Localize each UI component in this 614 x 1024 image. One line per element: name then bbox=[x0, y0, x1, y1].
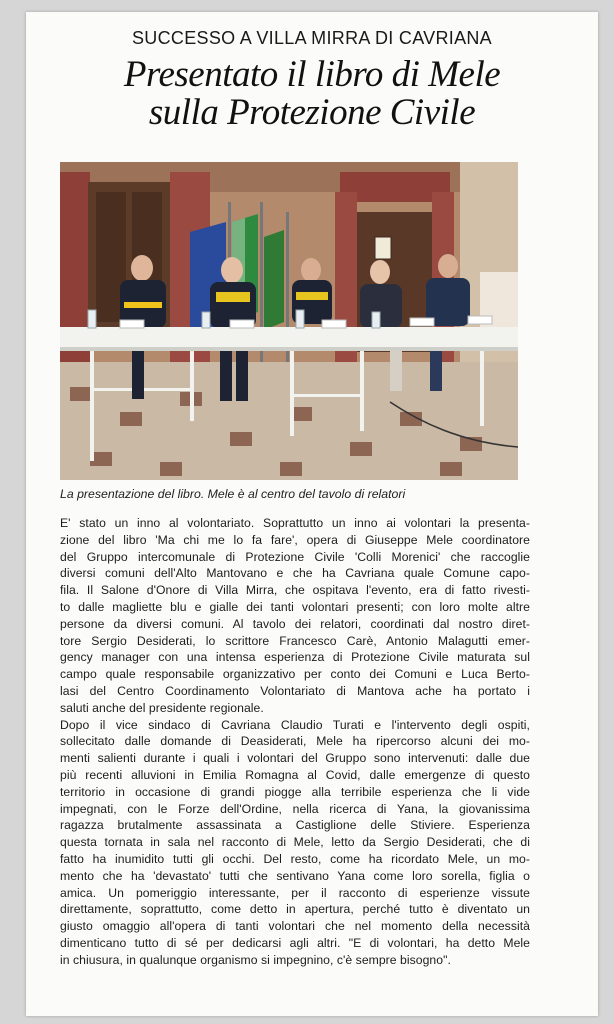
text-line: gency manager con una intensa esperienza di Protezione Civile maturata sul bbox=[60, 650, 530, 665]
text-line: sollecitato dalle domande di Deasiderati, Mele ha ripercorso alcuni dei mo- bbox=[60, 734, 530, 749]
article-kicker: SUCCESSO A VILLA MIRRA DI CAVRIANA bbox=[132, 28, 492, 48]
text-line: tore Sergio Desiderati, lo scrittore Francesco Carè, Antonio Malagutti emer- bbox=[60, 633, 530, 648]
text-line: saluti anche del presidente regionale. bbox=[60, 700, 264, 715]
text-line: questa tornata in sala nel racconto di Mele, letto da Sergio Desiderati, che di bbox=[60, 835, 530, 850]
paragraph-1 bbox=[60, 515, 530, 717]
photo-caption: La presentazione del libro. Mele è al centro del tavolo di relatori bbox=[60, 487, 406, 501]
text-line: persone da diversi comuni. Al tavolo dei relatori, coordinati dal nostro diret- bbox=[60, 616, 530, 631]
text-line: più recenti alluvioni in Emilia Romagna al Covid, dalle emergenze di questo bbox=[60, 767, 530, 782]
article-body bbox=[60, 515, 530, 969]
text-line: ragazza brutalmente assassinata a Castiglione delle Stiviere. Esperienza bbox=[60, 818, 530, 833]
article-headline bbox=[26, 56, 598, 132]
text-line: diversi comuni dell'Alto Mantovano e che ha Cavriana quale Comune capo- bbox=[60, 566, 530, 581]
headline-line-2: sulla Protezione Civile bbox=[148, 92, 476, 133]
text-line: dimenticano tutto di sé per dedicarsi agli altri. "E di volontari, ha detto Mele bbox=[60, 935, 530, 950]
text-line: impegnati, con le Forze dell'Ordine, nella ricerca di Yana, la giovanissima bbox=[60, 801, 530, 816]
text-line: amica. Un pomeriggio interessante, per il racconto di esperienze vissute bbox=[60, 885, 530, 900]
text-line: del Gruppo intercomunale di Protezione Civile 'Colli Morenici' che raccoglie bbox=[60, 549, 530, 564]
headline-line-1: Presentato il libro di Mele bbox=[123, 54, 501, 95]
text-line: fila. Il Salone d'Onore di Villa Mirra, che ospitava l'evento, era di fatto rivesti- bbox=[60, 583, 530, 598]
article-photo bbox=[60, 162, 518, 480]
text-line: campo quale responsabile organizzativo per conto dei Comuni e Luca Berto- bbox=[60, 667, 530, 682]
text-line: in chiusura, in qualunque organismo si impegnino, c'è sempre bisogno". bbox=[60, 952, 451, 967]
text-line: Dopo il vice sindaco di Cavriana Claudio Turati e l'intervento degli ospiti, bbox=[60, 717, 530, 732]
text-line: to dalle magliette blu e gialle dei tanti volontari presenti; con loro molte altre bbox=[60, 599, 530, 614]
text-line: zione del libro 'Ma chi me lo fa fare', opera di Giuseppe Mele coordinatore bbox=[60, 532, 530, 547]
text-line: menti salienti durante i quali i volontari del Gruppo sono intervenuti: dalle due bbox=[60, 751, 530, 766]
newspaper-page bbox=[26, 12, 598, 1016]
text-line: mento che ha 'devastato' tutti che sentivano Yana come loro sorella, figlia o bbox=[60, 868, 530, 883]
text-line: fatto ha inumidito tutti gli occhi. Del resto, come ha ricordato Mele, un mo- bbox=[60, 851, 530, 866]
text-line: territorio in occasione di grandi piogge alla terribile esperienza che li vide bbox=[60, 784, 530, 799]
text-line: direttamente, soprattutto, come detto in apertura, perché tutto è diventato un bbox=[60, 902, 530, 917]
text-line: E' stato un inno al volontariato. Soprattutto un inno ai volontari la presenta- bbox=[60, 516, 530, 530]
text-line: lasi del Centro Coordinamento Volontariato di Mantova ache ha portato i bbox=[60, 683, 530, 698]
paragraph-2 bbox=[60, 717, 530, 969]
text-line: giusto omaggio all'opera di tanti volontari che nel momento della necessità bbox=[60, 919, 530, 934]
